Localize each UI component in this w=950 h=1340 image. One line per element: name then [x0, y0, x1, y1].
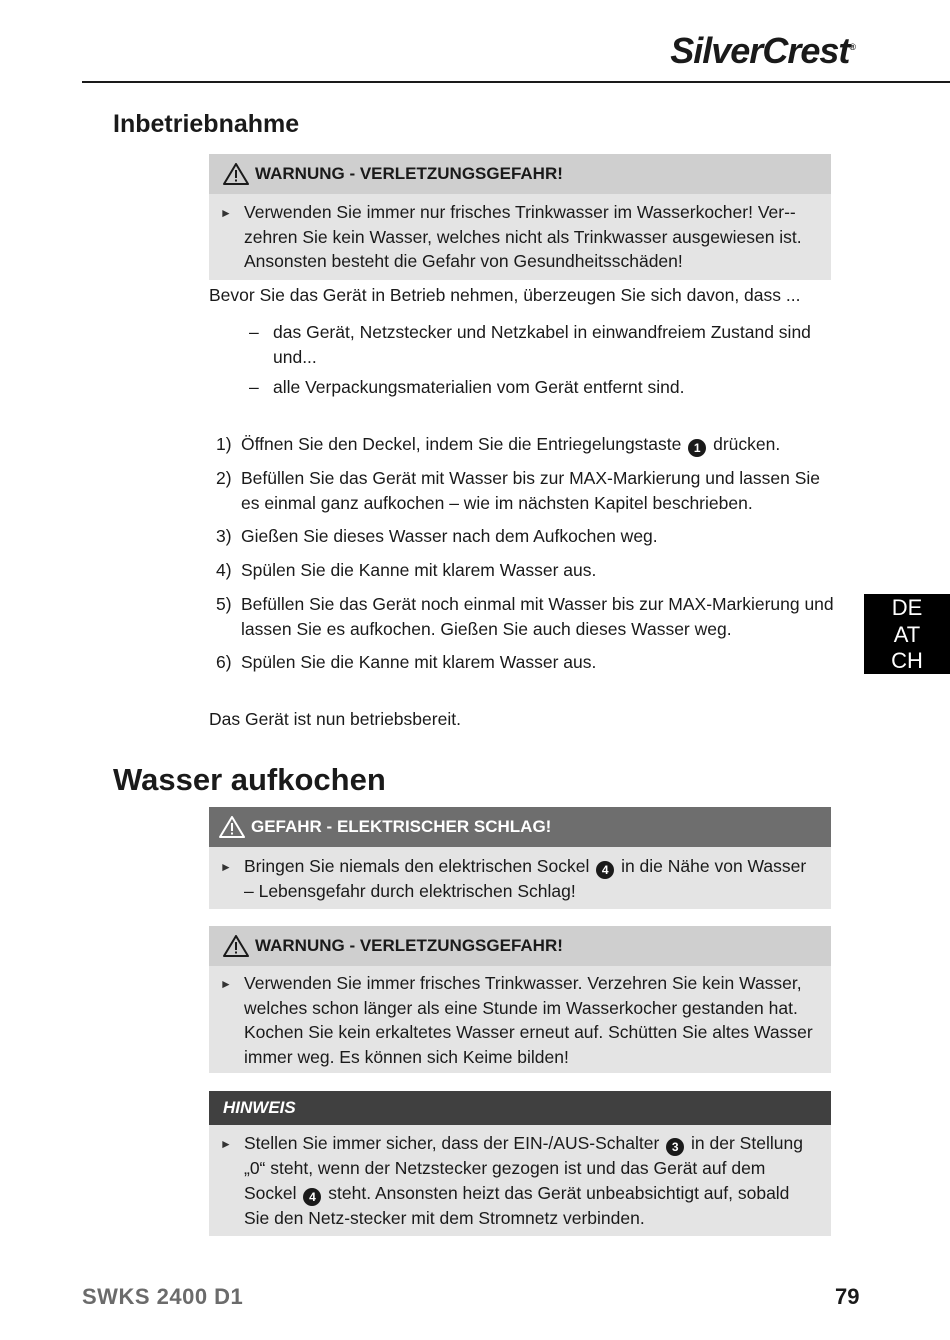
step-number: 6) — [216, 652, 232, 672]
warning-box-2 — [209, 926, 831, 1073]
registered-mark: ® — [849, 42, 855, 52]
bullet-arrow-icon: ► — [220, 860, 232, 874]
step-text — [241, 432, 836, 457]
dash-mark: – — [249, 322, 259, 342]
note-box — [209, 1091, 831, 1236]
note-text-part: in der Stellung „0“ steht, wenn der Netzstecker gezogen ist und das Gerät auf dem Sockel — [244, 1133, 803, 1203]
danger-text-part: in die Nähe von Wasser – Lebensgefahr durch elektrischen Schlag! — [244, 856, 807, 902]
step-text: Gießen Sie dieses Wasser nach dem Aufkochen weg. — [241, 526, 658, 546]
brand-logo-text: SilverCrest — [670, 30, 850, 71]
note-text-part: Stellen Sie immer sicher, dass der EIN-/AUS-Schalter — [244, 1133, 660, 1153]
step-number: 4) — [216, 560, 232, 580]
part-number-badge: 4 — [303, 1188, 321, 1206]
footer-model: SWKS 2400 D1 — [82, 1284, 244, 1309]
ready-text: Das Gerät ist nun betriebsbereit. — [209, 709, 461, 729]
warning-text: Verwenden Sie immer frisches Trinkwasser. Verzehren Sie kein Wasser, welches schon länger als eine Stunde im Wasserkocher gestanden hat. Kochen Sie kein erkaltetes Wasser erneut auf. Schütten Sie altes Wasser immer weg. Es können sich Keime bilden! — [244, 973, 813, 1067]
section-title-inbetriebnahme: Inbetriebnahme — [113, 110, 300, 138]
warning-title: WARNUNG - VERLETZUNGSGEFAHR! — [255, 936, 563, 955]
warning-body — [209, 194, 831, 280]
warning-title: WARNUNG - VERLETZUNGSGEFAHR! — [255, 164, 563, 183]
note-title: HINWEIS — [223, 1098, 296, 1117]
language-tab — [864, 594, 950, 674]
step-number: 5) — [216, 594, 232, 614]
warning-box-header — [209, 926, 831, 966]
page-number: 79 — [835, 1284, 860, 1309]
step-text: Befüllen Sie das Gerät noch einmal mit Wasser bis zur MAX-Markierung und lassen Sie es aufkochen. Gießen Sie auch dieses Wasser weg. — [241, 594, 834, 639]
part-number-badge: 3 — [666, 1138, 684, 1156]
language-code: AT — [893, 621, 921, 647]
step-text-part: drücken. — [713, 434, 781, 454]
danger-body — [209, 847, 831, 909]
brand-logo — [670, 30, 855, 72]
step-text-part: Öffnen Sie den Deckel, indem Sie die Entriegelungstaste — [241, 434, 682, 454]
note-body — [209, 1125, 831, 1236]
danger-text-part: Bringen Sie niemals den elektrischen Sockel — [244, 856, 590, 876]
bullet-arrow-icon: ► — [220, 977, 232, 991]
warning-triangle-icon — [223, 935, 249, 957]
check-text: das Gerät, Netzstecker und Netzkabel in einwandfreiem Zustand sind — [273, 322, 811, 342]
warning-text: Verwenden Sie immer nur frisches Trinkwasser im Wasserkocher! Ver-zehren Sie kein Wasser, welches nicht als Trinkwasser ausgewiesen ist. Ansonsten besteht die Gefahr von Gesundheitsschäden! — [244, 202, 802, 271]
step-number: 2) — [216, 468, 232, 488]
header-rule — [82, 81, 950, 83]
bullet-arrow-icon: ► — [220, 1137, 232, 1151]
warning-box-1 — [209, 154, 831, 280]
warning-triangle-icon — [223, 163, 249, 185]
note-text-part: steht. Ansonsten heizt das Gerät unbeabsichtigt auf, sobald Sie den Netz-stecker mit dem Stromnetz verbinden. — [244, 1182, 790, 1228]
part-number-badge: 1 — [688, 439, 706, 457]
danger-box-header — [209, 807, 831, 847]
note-box-header — [209, 1091, 831, 1125]
language-code: CH — [891, 648, 923, 673]
step-text: Spülen Sie die Kanne mit klarem Wasser aus. — [241, 560, 597, 580]
step-text: Befüllen Sie das Gerät mit Wasser bis zur MAX-Markierung und lassen Sie es einmal ganz aufkochen – wie im nächsten Kapitel beschrieben. — [241, 468, 821, 513]
check-item — [249, 320, 833, 369]
check-text: alle Verpackungsmaterialien vom Gerät entfernt sind. — [273, 377, 685, 397]
bullet-arrow-icon: ► — [220, 206, 232, 220]
step-number: 1) — [216, 434, 232, 454]
language-code: DE — [891, 595, 923, 620]
step-number: 3) — [216, 526, 232, 546]
check-item — [249, 375, 833, 400]
step-text: Spülen Sie die Kanne mit klarem Wasser aus. — [241, 652, 597, 672]
section-title-wasser-aufkochen: Wasser aufkochen — [113, 762, 386, 797]
warning-triangle-icon — [219, 816, 245, 838]
check-text-cont: und... — [273, 346, 317, 367]
part-number-badge: 4 — [596, 861, 614, 879]
intro-text: Bevor Sie das Gerät in Betrieb nehmen, überzeugen Sie sich davon, dass ... — [209, 285, 801, 305]
warning-body — [209, 966, 831, 1073]
danger-title: GEFAHR - ELEKTRISCHER SCHLAG! — [251, 817, 552, 836]
warning-box-header — [209, 154, 831, 194]
dash-mark: – — [249, 377, 259, 397]
danger-box — [209, 807, 831, 909]
